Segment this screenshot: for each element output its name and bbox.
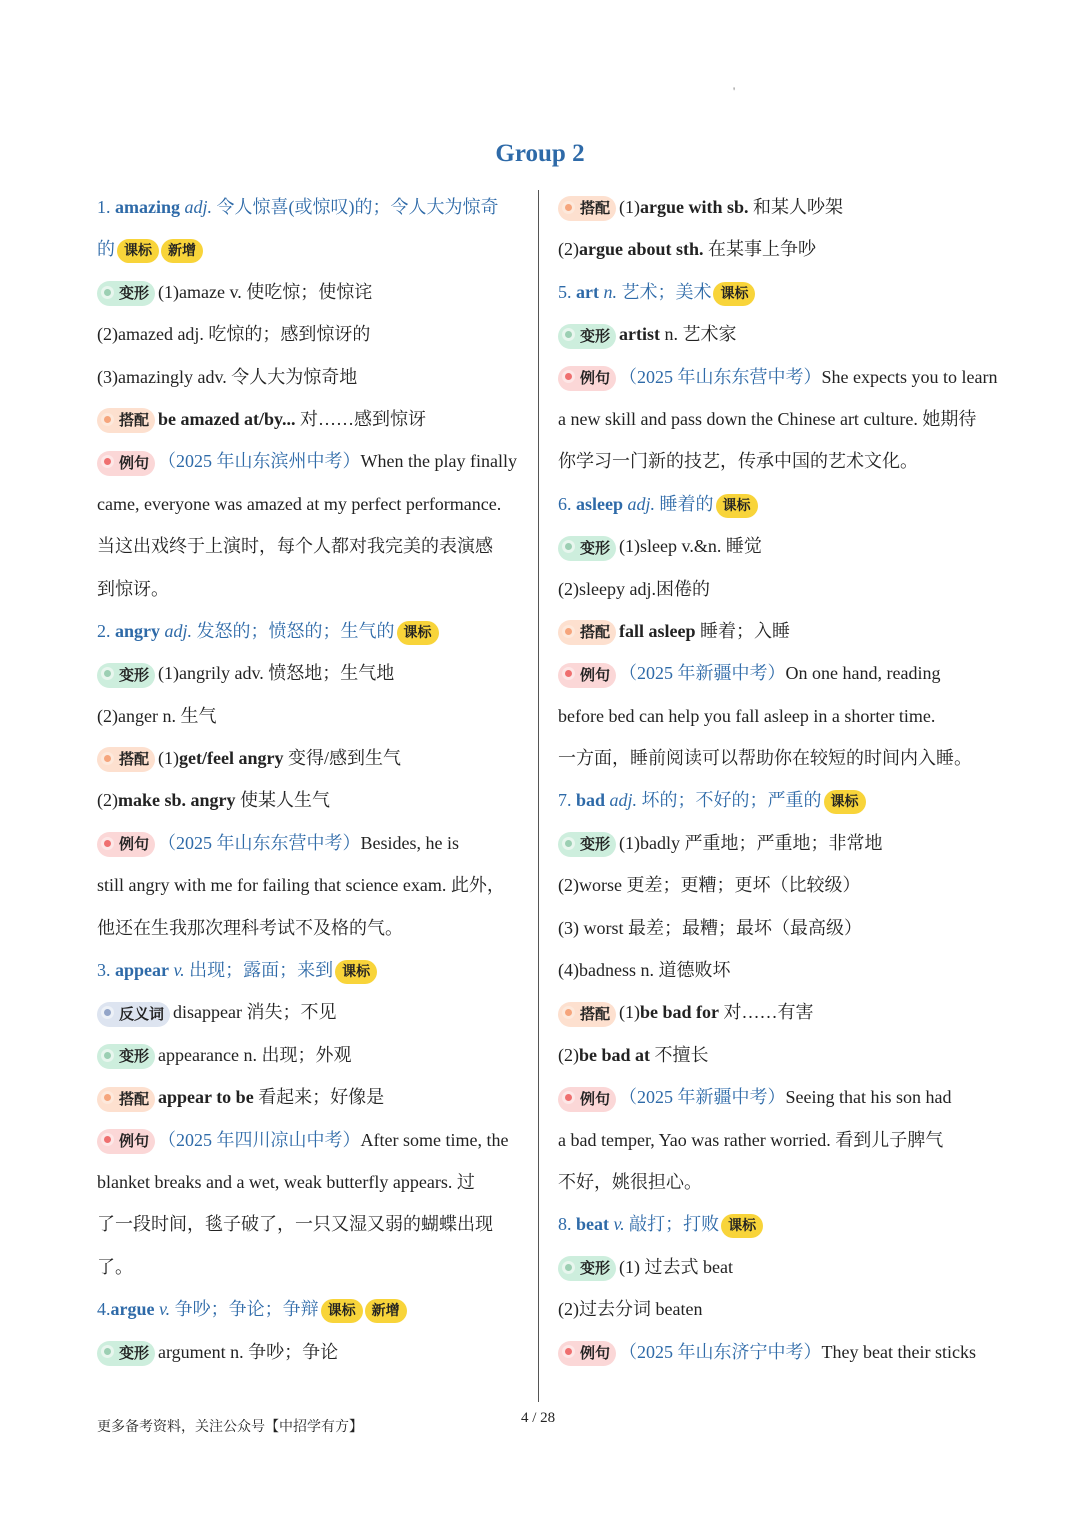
tag-kebiao: 课标 xyxy=(321,1299,363,1323)
badge-bianxing: 变形 xyxy=(558,1256,616,1281)
headword: asleep xyxy=(576,493,623,514)
example-english: before bed can help you fall asleep in a shorter time. xyxy=(558,705,936,726)
badge-fanyici: 反义词 xyxy=(97,1002,170,1027)
tag-kebiao: 课标 xyxy=(335,960,377,984)
variant-line: (3) worst 最差；最糟；最坏（最高级） xyxy=(558,917,862,938)
badge-dot-icon xyxy=(562,1006,575,1019)
badge-dapei: 搭配 xyxy=(97,408,155,433)
entry-header-angry: 2. angry adj. 发怒的；愤怒的；生气的 课标 xyxy=(97,610,527,652)
tag-kebiao: 课标 xyxy=(117,239,159,263)
collocation-line: (2)be bad at 不擅长 xyxy=(558,1044,709,1065)
badge-dot-icon xyxy=(101,413,114,426)
variant-line: (3)amazingly adv. 令人大为惊奇地 xyxy=(97,366,358,387)
badge-dot-icon xyxy=(562,201,575,214)
badge-bianxing: 变形 xyxy=(97,281,155,306)
badge-dot-icon xyxy=(562,370,575,383)
badge-dot-icon xyxy=(101,455,114,468)
badge-dot-icon xyxy=(562,667,575,680)
headword: art xyxy=(576,281,599,302)
example-chinese: 不好，姚很担心。 xyxy=(558,1171,702,1192)
example-chinese: 了。 xyxy=(97,1256,133,1277)
headword: argue xyxy=(110,1299,155,1320)
badge-dot-icon xyxy=(562,1091,575,1104)
example-chinese: 一方面，睡前阅读可以帮助你在较短的时间内入睡。 xyxy=(558,748,972,769)
badge-dot-icon xyxy=(101,667,114,680)
badge-liju: 例句 xyxy=(97,832,155,857)
example-line xyxy=(97,440,527,482)
headword: appear xyxy=(115,960,169,981)
collocation-line: 搭配 (1)be bad for 对……有害 xyxy=(558,991,988,1033)
entry-header-amazing-cont xyxy=(97,228,527,270)
collocation-meaning: 对……感到惊讶 xyxy=(300,408,427,429)
badge-dot-icon xyxy=(101,1049,114,1062)
headword: beat xyxy=(576,1214,609,1235)
collocation-line: 搭配 (1)get/feel angry 变得/感到生气 xyxy=(97,737,527,779)
example-chinese: 了一段时间，毯子破了，一只又湿又弱的蝴蝶出现 xyxy=(97,1214,493,1235)
variant-line: (2)过去分词 beaten xyxy=(558,1299,703,1320)
variant-line: 变形 (1)sleep v.&n. 睡觉 xyxy=(558,525,988,567)
collocation-line: 搭配 (1)argue with sb. 和某人吵架 xyxy=(558,186,988,228)
entry-number: 1. xyxy=(97,197,115,217)
variant-line: (4)badness n. 道德败坏 xyxy=(558,960,731,981)
badge-dot-icon xyxy=(562,1261,575,1274)
badge-dot-icon xyxy=(101,286,114,299)
antonym-line: 反义词 disappear 消失；不见 xyxy=(97,991,527,1033)
badge-dot-icon xyxy=(101,1133,114,1146)
headword: angry xyxy=(115,620,160,641)
page-title: Group 2 xyxy=(495,140,585,167)
page-number: 4 / 28 xyxy=(521,1410,556,1426)
badge-bianxing: 变形 xyxy=(558,536,616,561)
tag-kebiao: 课标 xyxy=(721,1214,763,1238)
variant-line: 变形 (1)angrily adv. 愤怒地；生气地 xyxy=(97,652,527,694)
badge-dapei: 搭配 xyxy=(97,747,155,772)
example-line: 例句 （2025 年新疆中考）On one hand, reading xyxy=(558,652,988,694)
badge-dapei: 搭配 xyxy=(558,196,616,221)
badge-bianxing: 变形 xyxy=(558,324,616,349)
badge-bianxing: 变形 xyxy=(558,832,616,857)
badge-liju: 例句 xyxy=(558,366,616,391)
example-source: （2025 年山东滨州中考） xyxy=(158,451,361,472)
footer-note: 更多备考资料，关注公众号【中招学有方】 xyxy=(97,1420,363,1435)
badge-dapei: 搭配 xyxy=(558,1002,616,1027)
headword: bad xyxy=(576,790,606,811)
variant-line: 变形 (1)badly 严重地；严重地；非常地 xyxy=(558,822,988,864)
variant-line: (2)worse 更差；更糟；更坏（比较级） xyxy=(558,875,861,896)
stray-mark: ' xyxy=(733,84,736,98)
headword: amazing xyxy=(115,197,180,217)
entry-header-asleep: 6. asleep adj. 睡着的 课标 xyxy=(558,483,988,525)
example-english: a new skill and pass down the Chinese art culture. 她期待 xyxy=(558,408,977,429)
badge-dot-icon xyxy=(101,837,114,850)
collocation-line: (2)argue about sth. 在某事上争吵 xyxy=(558,239,817,260)
variant-line: 变形 (1) 过去式 beat xyxy=(558,1246,988,1288)
badge-dapei: 搭配 xyxy=(97,1087,155,1112)
badge-dot-icon xyxy=(562,625,575,638)
badge-dot-icon xyxy=(562,1345,575,1358)
badge-dot-icon xyxy=(101,1345,114,1358)
meaning: 令人惊喜(或惊叹)的；令人大为惊奇 xyxy=(216,197,499,217)
entry-header-beat: 8. beat v. 敲打；打败 课标 xyxy=(558,1203,988,1245)
tag-kebiao: 课标 xyxy=(824,790,866,814)
example-line: 例句 （2025 年新疆中考）Seeing that his son had xyxy=(558,1076,988,1118)
entry-header-bad: 7. bad adj. 坏的；不好的；严重的 课标 xyxy=(558,779,988,821)
entry-header-amazing xyxy=(97,186,527,228)
variant-line: (2)anger n. 生气 xyxy=(97,705,217,726)
badge-dot-icon xyxy=(562,328,575,341)
tag-kebiao: 课标 xyxy=(713,282,755,306)
left-column xyxy=(97,186,527,1373)
entry-header-art: 5. art n. 艺术；美术 课标 xyxy=(558,271,988,313)
badge-bianxing: 变形 xyxy=(97,663,155,688)
badge-liju: 例句 xyxy=(97,451,155,476)
tag-xinzeng: 新增 xyxy=(161,239,203,263)
example-line: 例句 （2025 年山东东营中考）Besides, he is xyxy=(97,822,527,864)
example-chinese: 你学习一门新的技艺，传承中国的艺术文化。 xyxy=(558,451,918,472)
example-line: 例句 （2025 年山东济宁中考）They beat their sticks xyxy=(558,1331,988,1373)
example-english: a bad temper, Yao was rather worried. 看到儿子脾气 xyxy=(558,1129,944,1150)
badge-dot-icon xyxy=(562,540,575,553)
entry-header-argue: 4.argue v. 争吵；争论；争辩 课标 新增 xyxy=(97,1288,527,1330)
collocation-line: 搭配 fall asleep 睡着；入睡 xyxy=(558,610,988,652)
meaning: 的 xyxy=(97,239,115,260)
badge-dapei: 搭配 xyxy=(558,620,616,645)
variant-line xyxy=(97,271,527,313)
badge-liju: 例句 xyxy=(558,1087,616,1112)
example-chinese: 他还在生我那次理科考试不及格的气。 xyxy=(97,917,403,938)
meaning: 发怒的；愤怒的；生气的 xyxy=(196,620,395,641)
variant-line: 变形 appearance n. 出现；外观 xyxy=(97,1034,527,1076)
example-english: still angry with me for failing that science exam. 此外， xyxy=(97,875,505,896)
entry-header-appear: 3. appear v. 出现；露面；来到 课标 xyxy=(97,949,527,991)
variant-line: 变形 argument n. 争吵；争论 xyxy=(97,1331,527,1373)
badge-liju: 例句 xyxy=(558,663,616,688)
example-line: 例句 （2025 年山东东营中考）She expects you to learn xyxy=(558,356,988,398)
tag-kebiao: 课标 xyxy=(397,621,439,645)
badge-dot-icon xyxy=(562,837,575,850)
collocation-line: (2)make sb. angry 使某人生气 xyxy=(97,790,331,811)
tag-xinzeng: 新增 xyxy=(365,1299,407,1323)
variant-line: (2)amazed adj. 吃惊的；感到惊讶的 xyxy=(97,324,371,345)
badge-bianxing: 变形 xyxy=(97,1044,155,1069)
example-english: came, everyone was amazed at my perfect performance. xyxy=(97,493,502,514)
column-divider xyxy=(538,190,539,1402)
example-english: When the play finally xyxy=(360,451,517,472)
badge-dot-icon xyxy=(101,752,114,765)
badge-dot-icon xyxy=(101,1006,114,1019)
badge-liju: 例句 xyxy=(97,1129,155,1154)
part-of-speech: adj. xyxy=(184,197,213,217)
variant-line: 变形 artist n. 艺术家 xyxy=(558,313,988,355)
variant-text: (1)amaze v. 使吃惊；使惊诧 xyxy=(158,281,373,302)
right-column xyxy=(558,186,998,1373)
tag-kebiao: 课标 xyxy=(716,494,758,518)
example-english: blanket breaks and a wet, weak butterfly appears. 过 xyxy=(97,1171,475,1192)
example-chinese: 到惊讶。 xyxy=(97,578,169,599)
example-chinese: 当这出戏终于上演时，每个人都对我完美的表演感 xyxy=(97,536,493,557)
collocation-line xyxy=(97,398,527,440)
variant-line: (2)sleepy adj.困倦的 xyxy=(558,578,710,599)
collocation-line: 搭配 appear to be 看起来；好像是 xyxy=(97,1076,527,1118)
badge-bianxing: 变形 xyxy=(97,1341,155,1366)
part-of-speech: adj. xyxy=(164,620,193,641)
collocation-phrase: be amazed at/by... xyxy=(158,408,296,429)
badge-liju: 例句 xyxy=(558,1341,616,1366)
example-line: 例句 （2025 年四川凉山中考）After some time, the xyxy=(97,1119,527,1161)
badge-dot-icon xyxy=(101,1091,114,1104)
